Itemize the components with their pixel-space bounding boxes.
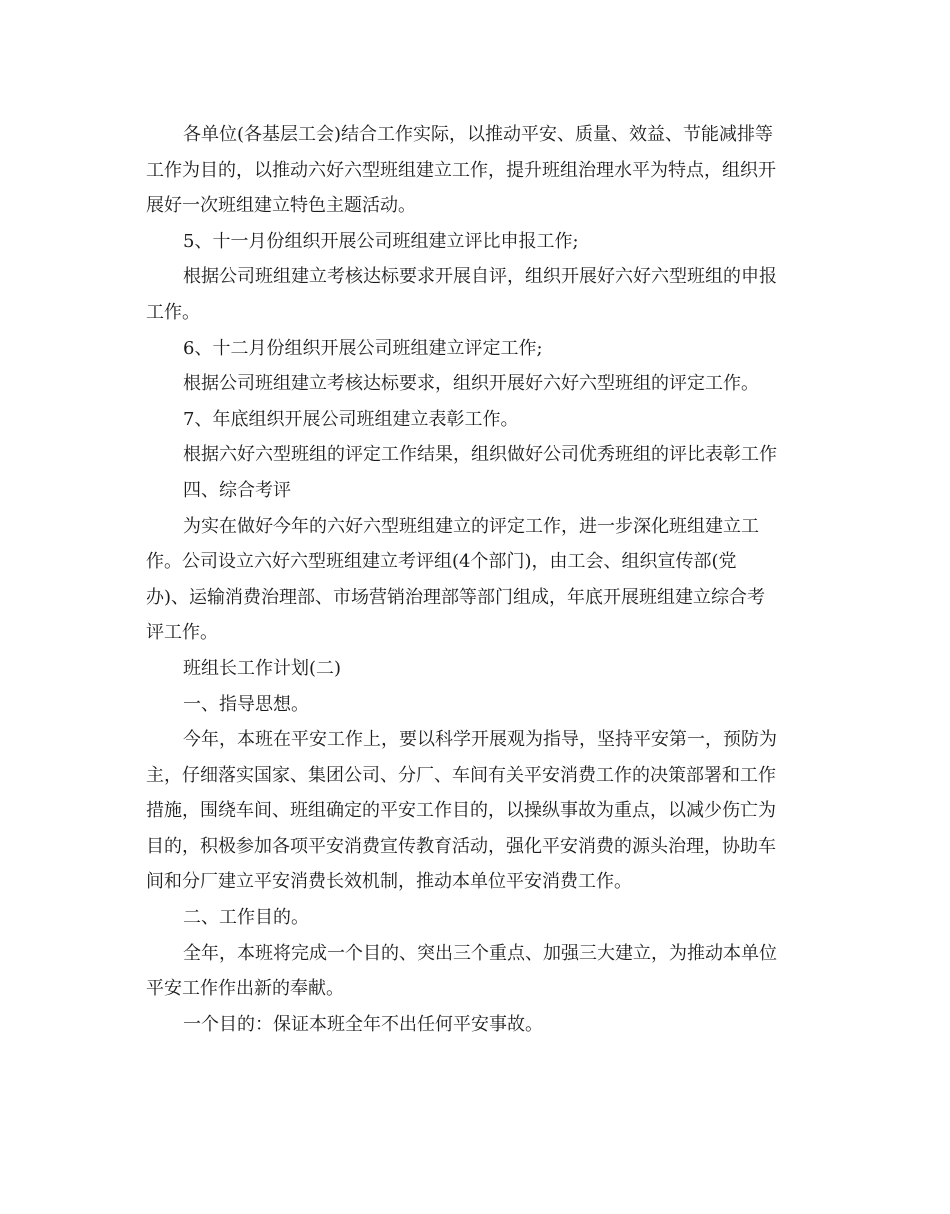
document-body [146,117,806,1042]
paragraph-line: 办)、运输消费治理部、市场营销治理部等部门组成，年底开展班组建立综合考 [146,586,766,608]
paragraph-line: 评工作。 [146,622,218,644]
paragraph-line: 主，仔细落实国家、集团公司、分厂、车间有关平安消费工作的决策部署和工作 [146,764,776,786]
section-heading: 四、综合考评 [183,479,291,501]
paragraph-line: 6、十二月份组织开展公司班组建立评定工作; [183,337,543,359]
paragraph-line: 各单位(各基层工会)结合工作实际，以推动平安、质量、效益、节能减排等 [183,124,774,145]
paragraph-line: 间和分厂建立平安消费长效机制，推动本单位平安消费工作。 [146,871,632,893]
paragraph-line: 工作为目的，以推动六好六型班组建立工作，提升班组治理水平为特点，组织开 [146,159,776,181]
paragraph-line: 根据六好六型班组的评定工作结果，组织做好公司优秀班组的评比表彰工作 [183,444,777,466]
paragraph-line: 措施，围绕车间、班组确定的平安工作目的，以操纵事故为重点，以减少伤亡为 [146,800,776,822]
paragraph-line: 根据公司班组建立考核达标要求，组织开展好六好六型班组的评定工作。 [183,373,759,395]
paragraph-line: 一个目的：保证本班全年不出任何平安事故。 [183,1013,543,1035]
paragraph-line: 为实在做好今年的六好六型班组建立的评定工作，进一步深化班组建立工 [183,515,759,537]
document-subtitle: 班组长工作计划(二) [183,657,342,679]
paragraph-line: 平安工作作出新的奉献。 [146,978,344,1000]
paragraph-line: 工作。 [146,301,200,323]
paragraph-line: 5、十一月份组织开展公司班组建立评比申报工作; [183,230,579,252]
paragraph-line: 展好一次班组建立特色主题活动。 [146,195,416,217]
section-heading: 二、工作目的。 [183,907,309,929]
paragraph-line: 根据公司班组建立考核达标要求开展自评，组织开展好六好六型班组的申报 [183,266,777,288]
paragraph-line: 全年，本班将完成一个目的、突出三个重点、加强三大建立，为推动本单位 [183,942,777,964]
paragraph-line: 目的，积极参加各项平安消费宣传教育活动，强化平安消费的源头治理，协助车 [146,835,776,857]
paragraph-line: 今年，本班在平安工作上，要以科学开展观为指导，坚持平安第一，预防为 [183,729,777,751]
section-heading: 一、指导思想。 [183,693,309,715]
paragraph-line: 7、年底组织开展公司班组建立表彰工作。 [183,408,519,430]
paragraph-line: 作。公司设立六好六型班组建立考评组(4个部门)，由工会、组织宣传部(党 [146,551,737,573]
